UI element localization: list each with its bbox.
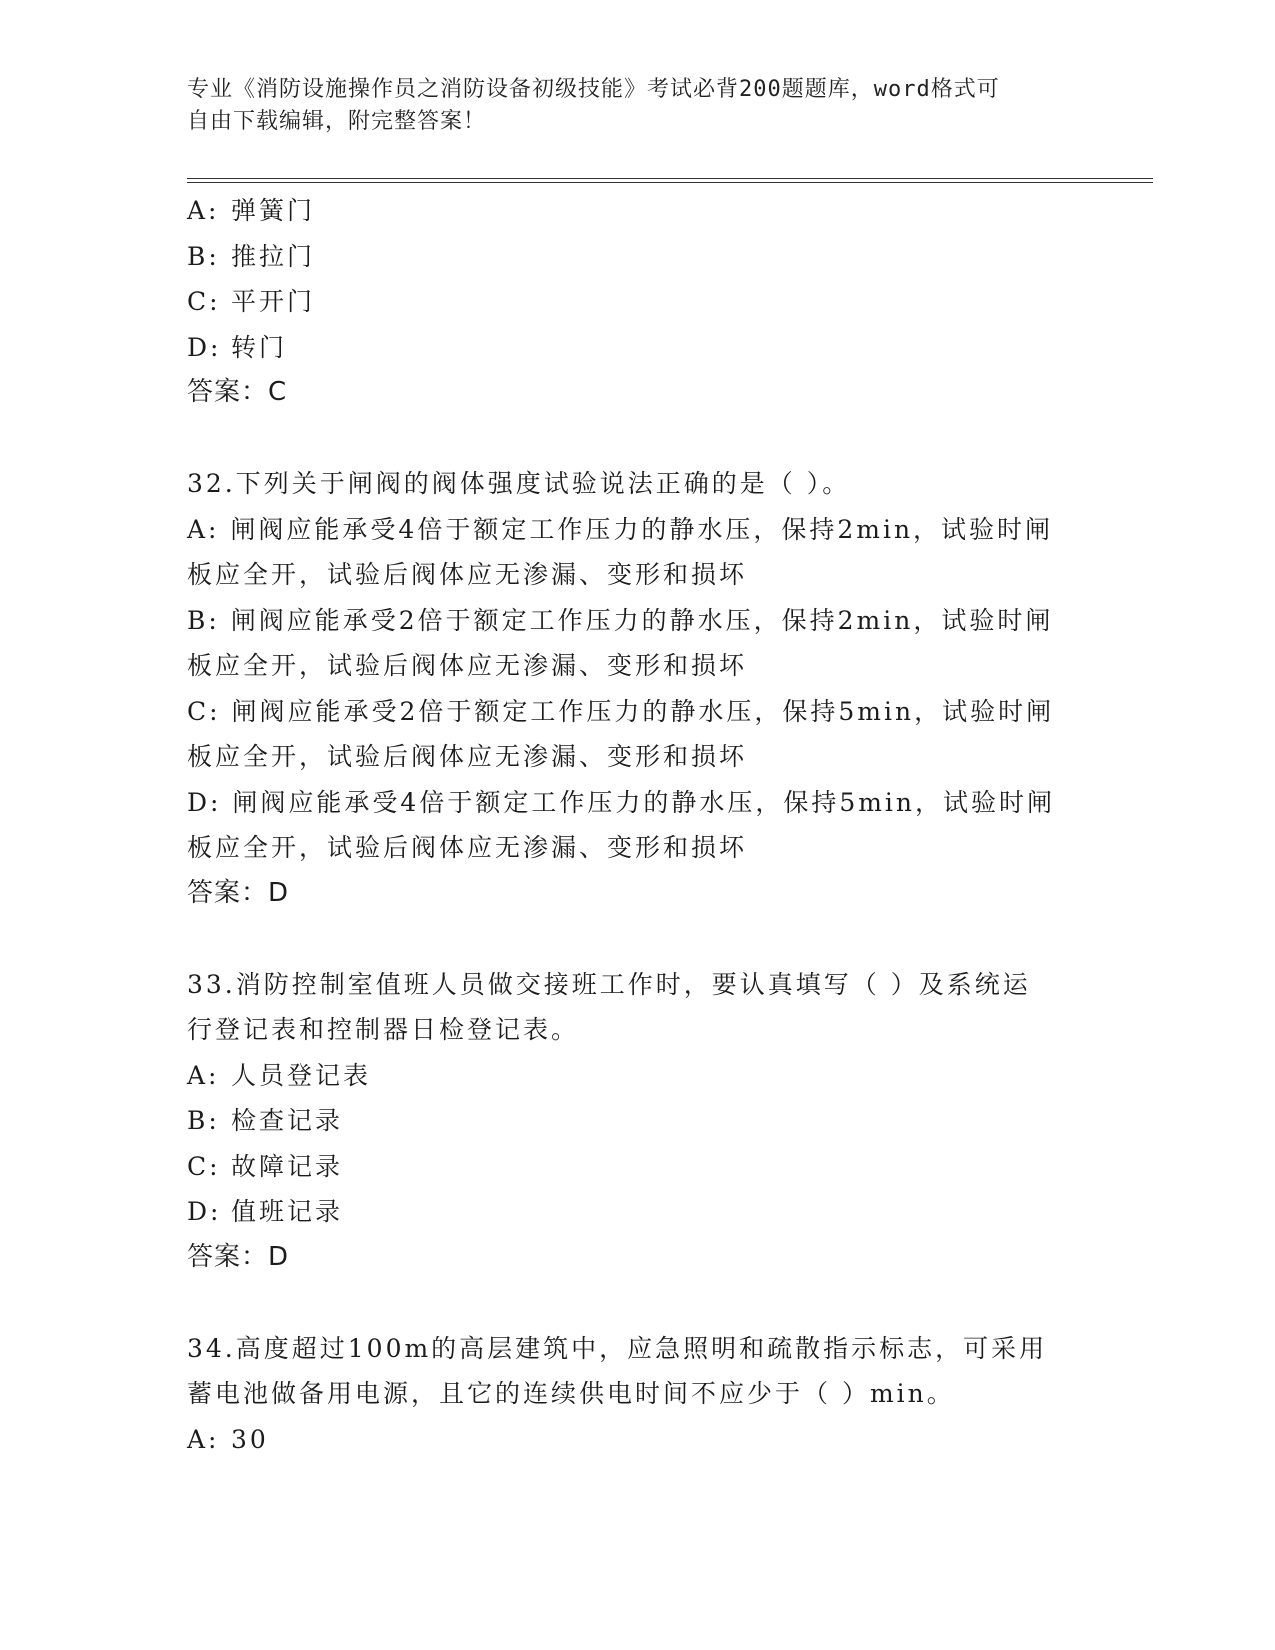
option-b: B: 检查记录	[187, 1106, 344, 1135]
option-b-line-1: B: 闸阀应能承受2倍于额定工作压力的静水压，保持2min，试验时闸	[187, 605, 1054, 635]
header-line-2: 自由下载编辑，附完整答案！	[187, 109, 487, 134]
option-a: A: 人员登记表	[187, 1060, 372, 1090]
question-34	[187, 1326, 1087, 1463]
answer-text: 答案：C	[187, 377, 288, 407]
question-stem-line-1: 34.高度超过100m的高层建筑中，应急照明和疏散指示标志，可采用	[187, 1333, 1048, 1363]
header-divider-bottom	[187, 182, 1153, 183]
option-a: A: 弹簧门	[187, 196, 316, 225]
option-d: D: 转门	[187, 332, 288, 362]
option-b: B: 推拉门	[187, 241, 316, 271]
question-stem-line-2: 行登记表和控制器日检登记表。	[187, 1015, 580, 1044]
option-b-line-2: 板应全开，试验后阀体应无渗漏、变形和损坏	[187, 651, 748, 680]
header-line-1: 专业《消防设施操作员之消防设备初级技能》考试必背200题题库，word格式可	[187, 77, 1000, 102]
option-d-line-1: D: 闸阀应能承受4倍于额定工作压力的静水压，保持5min，试验时闸	[187, 787, 1056, 817]
question-content	[187, 188, 1087, 1462]
header-divider-top	[187, 178, 1153, 179]
option-a: A: 30	[187, 1424, 269, 1454]
question-stem-line-1: 33.消防控制室值班人员做交接班工作时，要认真填写（ ）及系统运	[187, 969, 1031, 999]
spacer	[187, 1280, 1087, 1326]
question-31	[187, 188, 1087, 416]
question-stem: 32.下列关于闸阀的阀体强度试验说法正确的是（ ）。	[187, 469, 851, 498]
option-c-line-1: C: 闸阀应能承受2倍于额定工作压力的静水压，保持5min，试验时闸	[187, 696, 1055, 726]
option-a-line-1: A: 闸阀应能承受4倍于额定工作压力的静水压，保持2min，试验时闸	[187, 514, 1054, 544]
question-33	[187, 962, 1087, 1281]
option-d: D: 值班记录	[187, 1197, 344, 1226]
option-c: C: 平开门	[187, 287, 316, 316]
option-c-line-2: 板应全开，试验后阀体应无渗漏、变形和损坏	[187, 742, 748, 771]
question-32	[187, 461, 1087, 916]
option-a-line-2: 板应全开，试验后阀体应无渗漏、变形和损坏	[187, 560, 748, 589]
option-d-line-2: 板应全开，试验后阀体应无渗漏、变形和损坏	[187, 833, 748, 862]
spacer	[187, 916, 1087, 962]
answer-text: 答案：D	[187, 877, 290, 908]
question-stem-line-2: 蓄电池做备用电源，且它的连续供电时间不应少于（ ）min。	[187, 1379, 955, 1408]
answer-text: 答案：D	[187, 1241, 290, 1272]
document-header	[187, 74, 1067, 138]
option-c: C: 故障记录	[187, 1151, 344, 1181]
spacer	[187, 416, 1087, 462]
